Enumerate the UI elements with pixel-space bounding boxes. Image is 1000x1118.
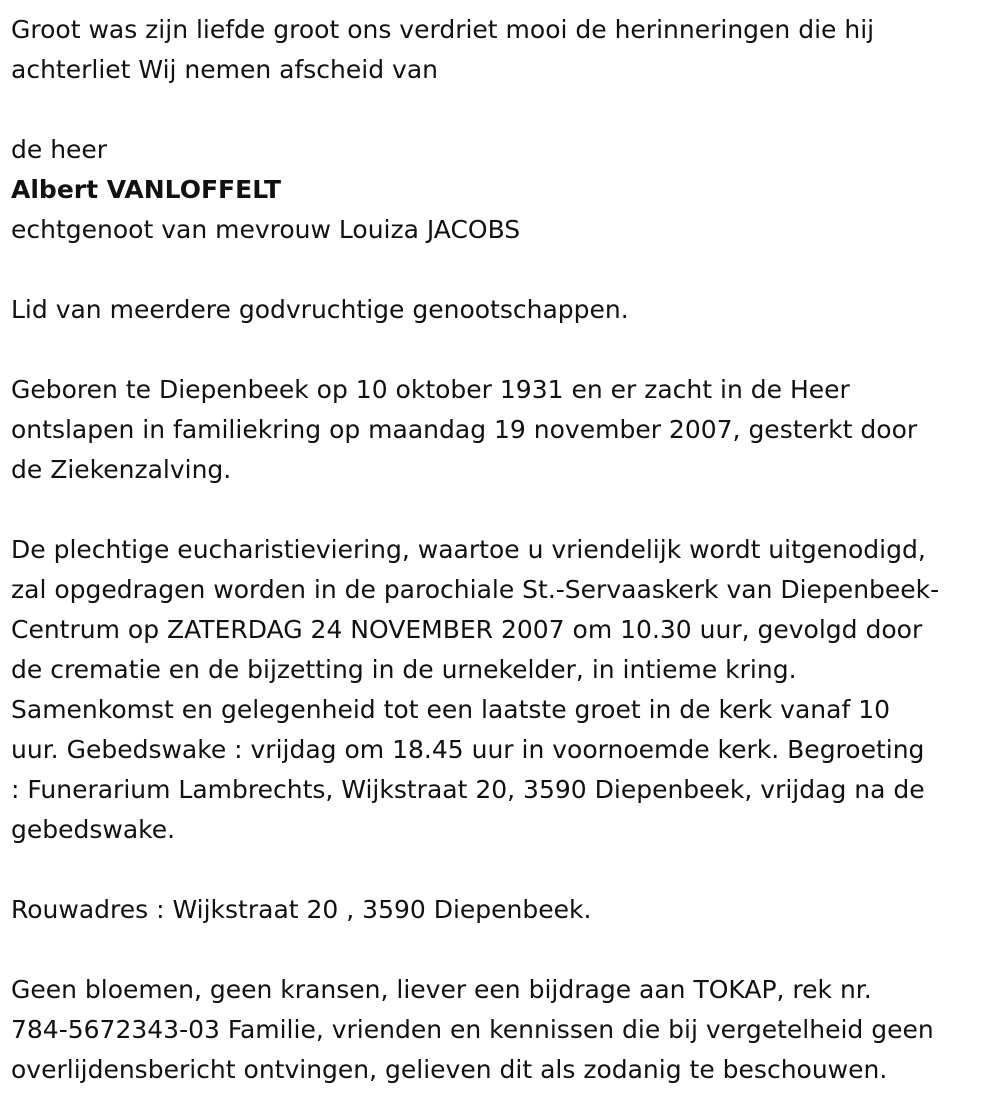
mourning-address: Rouwadres : Wijkstraat 20 , 3590 Diepenbeek. bbox=[11, 895, 592, 924]
text-line: : Funerarium Lambrechts, Wijkstraat 20, 3590 Diepenbeek, vrijdag na de bbox=[11, 775, 925, 804]
paragraph-gap bbox=[11, 250, 991, 290]
intro-paragraph bbox=[11, 10, 991, 90]
paragraph-gap bbox=[11, 330, 991, 370]
paragraph-gap bbox=[11, 490, 991, 530]
deceased-name: Albert VANLOFFELT bbox=[11, 175, 282, 204]
paragraph-gap bbox=[11, 850, 991, 890]
text-line: de crematie en de bijzetting in de urnekelder, in intieme kring. bbox=[11, 655, 797, 684]
text-line: zal opgedragen worden in de parochiale St.-Servaaskerk van Diepenbeek- bbox=[11, 575, 940, 604]
closing-paragraph bbox=[11, 970, 991, 1090]
membership-line: Lid van meerdere godvruchtige genootschappen. bbox=[11, 295, 629, 324]
text-line: overlijdensbericht ontvingen, gelieven dit als zodanig te beschouwen. bbox=[11, 1055, 888, 1084]
text-line: De plechtige eucharistieviering, waartoe u vriendelijk wordt uitgenodigd, bbox=[11, 535, 926, 564]
paragraph-gap bbox=[11, 90, 991, 130]
birth-death-paragraph bbox=[11, 370, 991, 490]
text-line: ontslapen in familiekring op maandag 19 november 2007, gesterkt door bbox=[11, 415, 918, 444]
text-line: Samenkomst en gelegenheid tot een laatste groet in de kerk vanaf 10 bbox=[11, 695, 891, 724]
text-line: uur. Gebedswake : vrijdag om 18.45 uur in voornoemde kerk. Begroeting bbox=[11, 735, 925, 764]
ceremony-paragraph bbox=[11, 530, 991, 850]
text-line: Geen bloemen, geen kransen, liever een bijdrage aan TOKAP, rek nr. bbox=[11, 975, 872, 1004]
text-line: achterliet Wij nemen afscheid van bbox=[11, 55, 438, 84]
spouse-line: echtgenoot van mevrouw Louiza JACOBS bbox=[11, 215, 521, 244]
text-line: 784-5672343-03 Familie, vrienden en kennissen die bij vergetelheid geen bbox=[11, 1015, 934, 1044]
honorific: de heer bbox=[11, 135, 108, 164]
text-line: Groot was zijn liefde groot ons verdriet mooi de herinneringen die hij bbox=[11, 15, 875, 44]
text-line: Centrum op ZATERDAG 24 NOVEMBER 2007 om 10.30 uur, gevolgd door bbox=[11, 615, 923, 644]
text-line: de Ziekenzalving. bbox=[11, 455, 232, 484]
obituary-document bbox=[11, 10, 991, 1090]
text-line: Geboren te Diepenbeek op 10 oktober 1931 en er zacht in de Heer bbox=[11, 375, 850, 404]
text-line: gebedswake. bbox=[11, 815, 176, 844]
paragraph-gap bbox=[11, 930, 991, 970]
